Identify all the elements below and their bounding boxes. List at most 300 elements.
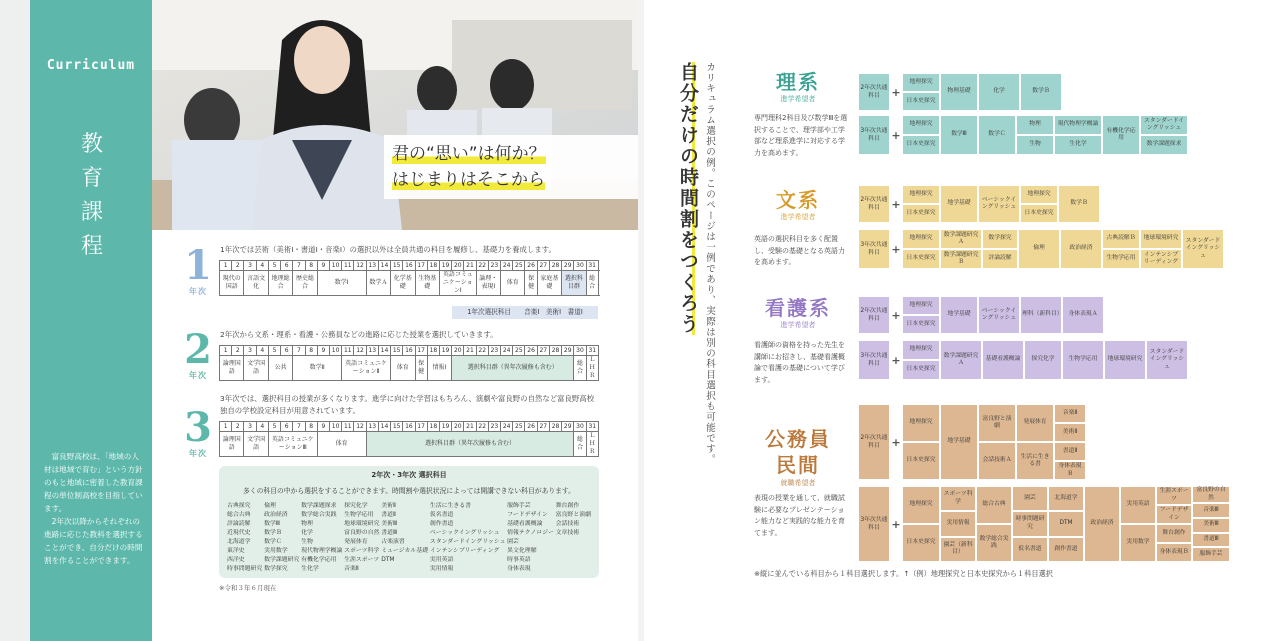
subject-cell: 数学総合実践 bbox=[977, 525, 1011, 561]
subject-cell: 美術Ⅱ bbox=[1055, 424, 1085, 441]
elective-item: 異文化理解 bbox=[507, 548, 537, 554]
period-number: 6 bbox=[281, 422, 293, 432]
elective-item bbox=[556, 547, 591, 556]
subject-cell: 生物学応用 bbox=[1063, 341, 1103, 379]
choice-group bbox=[1103, 230, 1139, 268]
elective-item: 生化学 bbox=[301, 566, 319, 572]
subject-cell: スタンダードイングリッシュ bbox=[1147, 341, 1187, 379]
subject-cell: 公共 bbox=[268, 356, 292, 381]
choice-group bbox=[1157, 487, 1191, 561]
elective-item: 身体表現 bbox=[507, 566, 531, 572]
choice-group bbox=[1021, 186, 1057, 222]
intro-paragraph-1: 富良野高校は、「地域の人材は地域で育む」という方針のもと地域に密着した教育課程の単位制高校を目指しています。 bbox=[44, 452, 143, 513]
period-number: 11 bbox=[342, 422, 354, 432]
elective-item: 評論読解 bbox=[227, 521, 251, 527]
subject-cell: 英語コミュニケーションⅠ bbox=[439, 271, 476, 296]
period-number: 5 bbox=[268, 346, 280, 356]
period-number: 9 bbox=[317, 261, 329, 271]
track-science-sub: 進学希望者 bbox=[780, 95, 816, 103]
grade-1-elective-chip: 1年次選択科目 音楽Ⅰ 美術Ⅰ 書道Ⅰ bbox=[452, 306, 598, 319]
track-employment-name: 公務員民間 bbox=[765, 427, 831, 477]
subject-cell: 総合 bbox=[574, 356, 586, 381]
elective-item: 北海道学 bbox=[227, 539, 251, 545]
elective-item: 美術Ⅱ bbox=[381, 503, 396, 509]
subject-cell: 地理探究 bbox=[903, 487, 939, 523]
elective-column bbox=[301, 502, 342, 574]
period-number: 23 bbox=[488, 261, 500, 271]
year-common-label: 2年次共通科目 bbox=[859, 74, 889, 110]
period-number: 24 bbox=[501, 346, 513, 356]
subject-cell: 実用数学 bbox=[1121, 525, 1155, 561]
elective-item: 仮名書道 bbox=[429, 512, 454, 518]
choice-group bbox=[1055, 116, 1101, 154]
choice-group bbox=[1121, 487, 1155, 561]
choice-group bbox=[1017, 116, 1053, 154]
period-number: 5 bbox=[268, 261, 280, 271]
grade-2-number: 2 bbox=[184, 326, 212, 373]
elective-heading: 2年次・3年次 選択科目 bbox=[371, 471, 447, 479]
subject-cell: 論理国語 bbox=[220, 432, 244, 457]
elective-item: 音楽Ⅱ bbox=[344, 566, 359, 572]
subject-cell: ベーシックイングリッシュ bbox=[979, 186, 1019, 222]
subject-cell: 言語文化 bbox=[244, 271, 268, 296]
subject-cell: 数学探究 bbox=[983, 230, 1017, 248]
plus-sign: + bbox=[891, 242, 901, 256]
period-number: 11 bbox=[342, 261, 354, 271]
elective-item bbox=[556, 556, 591, 565]
choice-group bbox=[1049, 487, 1083, 561]
elective-item: 数学探究 bbox=[264, 566, 288, 572]
subject-cell: 時事問題研究 bbox=[1013, 512, 1047, 535]
elective-column bbox=[344, 502, 379, 574]
elective-item: 基礎看護概論 bbox=[507, 521, 543, 527]
elective-item: ベーシックイングリッシュ bbox=[429, 530, 500, 536]
subject-cell: 選択科目群（異年次履修も含む） bbox=[366, 432, 574, 457]
catchphrase-box bbox=[384, 135, 638, 199]
elective-item: 実用英語 bbox=[429, 557, 454, 563]
subject-cell: 文学国語 bbox=[244, 356, 268, 381]
subject-cell: 日本史探究 bbox=[903, 93, 939, 110]
year-common-label: 3年次共通科目 bbox=[859, 116, 889, 154]
elective-item: 数学課題研究 bbox=[264, 557, 300, 563]
subject-cell: 地理探究 bbox=[903, 297, 939, 314]
subject-cell: スタンダードイングリッシュ bbox=[1183, 230, 1223, 268]
period-number: 8 bbox=[305, 346, 317, 356]
period-number: 16 bbox=[403, 261, 415, 271]
period-number: 28 bbox=[549, 422, 561, 432]
subject-cell: 数学課題研究Ａ bbox=[941, 230, 981, 248]
elective-column bbox=[264, 502, 299, 574]
elective-item: 時事問題研究 bbox=[227, 566, 263, 572]
subject-cell: 英語コミュニケーションⅢ bbox=[268, 432, 317, 457]
elective-item: 生涯スポーツ bbox=[344, 557, 380, 563]
subject-cell: 地理探究 bbox=[903, 116, 939, 134]
subject-cell: 政治経済 bbox=[1085, 487, 1119, 561]
left-footnote: ※令和３年６月現在 bbox=[219, 584, 277, 592]
period-number: 20 bbox=[452, 346, 464, 356]
choice-group bbox=[903, 74, 939, 110]
page-title: 教育課程 bbox=[80, 132, 103, 259]
year-common-label: 3年次共通科目 bbox=[859, 230, 889, 268]
subject-cell: 数学Ａ bbox=[366, 271, 390, 296]
subject-cell: 有機化学応用 bbox=[1103, 116, 1139, 154]
rika-r2-row bbox=[859, 74, 1061, 110]
subject-cell: 物理基礎 bbox=[941, 74, 977, 110]
track-humanities-sub: 進学希望者 bbox=[780, 213, 816, 221]
elective-item: 探究化学 bbox=[344, 503, 368, 509]
grade-3-number: 3 bbox=[184, 404, 212, 451]
intro-paragraph-2: 2年次以降からそれぞれの進路に応じた教科を選択することができ、自分だけの時間割を作ることができます。 bbox=[44, 517, 143, 565]
subject-cell: スタンダードイングリッシュ bbox=[1141, 116, 1187, 134]
subject-cell: 体育 bbox=[391, 356, 415, 381]
rika-r3-row bbox=[859, 116, 1187, 154]
subject-cell: 選択科目群（異年次履修も含む） bbox=[452, 356, 574, 381]
subject-cell: 仮名書道 bbox=[1013, 538, 1047, 561]
grade-1-marker bbox=[178, 242, 218, 297]
subject-cells bbox=[903, 341, 1187, 379]
elective-item: 東洋史 bbox=[227, 548, 245, 554]
period-number: 19 bbox=[439, 261, 451, 271]
elective-item: 倫理 bbox=[264, 503, 276, 509]
choice-group bbox=[903, 341, 939, 379]
period-number: 3 bbox=[244, 346, 256, 356]
period-number: 16 bbox=[403, 346, 415, 356]
elective-item: インテンシブリーディング bbox=[429, 548, 500, 554]
kou-r3-row bbox=[859, 487, 1229, 561]
elective-item: 書道Ⅱ bbox=[381, 512, 396, 518]
period-number: 22 bbox=[476, 346, 488, 356]
elective-item: 園芸 bbox=[507, 539, 519, 545]
subject-cell: 論理・表現Ⅰ bbox=[476, 271, 500, 296]
subject-cell: 美術Ⅲ bbox=[1193, 519, 1229, 532]
subject-cell: 地球環境研究 bbox=[1141, 230, 1181, 248]
year-common-label: 2年次共通科目 bbox=[859, 297, 889, 333]
elective-item: 古典探究 bbox=[227, 503, 251, 509]
period-number: 24 bbox=[501, 261, 513, 271]
elective-item: 会話技術 bbox=[555, 521, 580, 527]
subject-cell: 実用情報 bbox=[941, 512, 975, 535]
elective-item: 西洋史 bbox=[227, 557, 245, 563]
grade-3-marker bbox=[178, 404, 218, 459]
elective-item: フードデザイン bbox=[507, 512, 548, 518]
elective-item: 現代物理学概論 bbox=[301, 548, 343, 554]
elective-item: 近現代史 bbox=[227, 530, 251, 536]
subject-cell: 基礎看護概論 bbox=[983, 341, 1023, 379]
period-number: 18 bbox=[427, 261, 439, 271]
choice-group bbox=[1017, 405, 1053, 479]
period-number: 15 bbox=[391, 261, 403, 271]
plus-sign: + bbox=[891, 517, 901, 531]
subject-cell: 化学 bbox=[979, 74, 1019, 110]
elective-column bbox=[381, 502, 428, 574]
elective-item: 生物 bbox=[301, 539, 313, 545]
grade-1-description: 1年次では芸術（美術Ⅰ・書道Ⅰ・音楽Ⅰ）の選択以外は全員共通の科目を履修し、基礎力を養成します。 bbox=[220, 245, 556, 254]
elective-item: 美術Ⅲ bbox=[381, 521, 398, 527]
period-number: 18 bbox=[427, 422, 439, 432]
period-number: 7 bbox=[293, 422, 305, 432]
plus-sign: + bbox=[891, 85, 901, 99]
subject-cell: 英語コミュニケーションⅡ bbox=[342, 356, 391, 381]
subject-cell: 生活に生きる書 bbox=[1017, 443, 1053, 479]
year-common-label: 3年次共通科目 bbox=[859, 487, 889, 561]
choice-group bbox=[941, 487, 975, 561]
elective-item: スタンダードイングリッシュ bbox=[429, 539, 506, 545]
subject-cells bbox=[903, 230, 1223, 268]
subject-cell: 家庭基礎 bbox=[537, 271, 561, 296]
subject-cell: 創作書道 bbox=[1049, 538, 1083, 561]
track-nursing-desc: 看護師の資格を持った先生を講師にお招きし、基礎看護概論で看護の基礎について学びます。 bbox=[754, 341, 845, 384]
grade-3-timetable bbox=[219, 421, 599, 457]
choice-group bbox=[1193, 487, 1229, 561]
plus-sign: + bbox=[891, 197, 901, 211]
subject-cell: 理科（新科目） bbox=[1021, 297, 1061, 333]
subject-cell: 地理探究 bbox=[903, 405, 939, 441]
elective-item: 情報テクノロジー bbox=[507, 530, 554, 536]
subject-cell: 書道Ⅱ bbox=[1055, 443, 1085, 460]
vertical-headline: 自分だけの時間割をつくろう bbox=[677, 62, 699, 335]
period-number: 28 bbox=[549, 261, 561, 271]
elective-item: 数学Ⅲ bbox=[264, 521, 280, 527]
track-science-desc: 専門理科2科目及び数学Ⅲを選択することで、理学部や工学部など理系進学に対応する学力を高めます。 bbox=[754, 114, 848, 157]
period-number: 26 bbox=[525, 346, 537, 356]
subject-cell: スポーツ科学 bbox=[941, 487, 975, 510]
period-number: 6 bbox=[281, 346, 293, 356]
subject-cell: 日本史探究 bbox=[903, 525, 939, 561]
period-number: 28 bbox=[549, 346, 561, 356]
elective-item: 発展体育 bbox=[344, 539, 368, 545]
subject-cell: 服飾手芸 bbox=[1193, 548, 1229, 561]
subject-cell: 化学基礎 bbox=[391, 271, 415, 296]
period-number: 23 bbox=[488, 422, 500, 432]
period-number: 25 bbox=[513, 422, 525, 432]
period-number: 27 bbox=[537, 422, 549, 432]
period-number: 2 bbox=[232, 346, 244, 356]
subject-cell: 数学Ｂ bbox=[1059, 186, 1099, 222]
subject-cell: 地学基礎 bbox=[941, 297, 977, 333]
plus-sign: + bbox=[891, 308, 901, 322]
track-employment-title bbox=[738, 426, 858, 488]
subject-cell: 古典読解Ｂ bbox=[1103, 230, 1139, 248]
grade-3-description: 3年次では、選択科目の授業が多くなります。進学に向けた学習はもちろん、演劇や富良野の自然など富良野高校独自の学校設定科目が用意されています。 bbox=[220, 394, 595, 415]
elective-item: 服飾手芸 bbox=[507, 503, 531, 509]
period-number: 27 bbox=[537, 346, 549, 356]
catch-line-1: 君の“思い”は何か？ bbox=[392, 144, 546, 164]
subject-cell: ＬＨＲ bbox=[586, 432, 598, 457]
elective-item: 時事英語 bbox=[507, 557, 531, 563]
elective-item: 地球環境研究 bbox=[344, 521, 380, 527]
elective-box bbox=[219, 466, 599, 578]
intro-text bbox=[44, 450, 144, 567]
period-number: 9 bbox=[317, 422, 329, 432]
subject-cell: 日本史探究 bbox=[1021, 205, 1057, 222]
subject-cell: 園芸 bbox=[1013, 487, 1047, 510]
subject-cell: 舞台創作 bbox=[1157, 525, 1191, 542]
period-number: 19 bbox=[439, 422, 451, 432]
grade-3-label: 年次 bbox=[189, 449, 207, 458]
period-number: 16 bbox=[403, 422, 415, 432]
subject-cell: 歴史総合 bbox=[293, 271, 317, 296]
period-number: 4 bbox=[256, 346, 268, 356]
subject-cell: 音楽Ⅱ bbox=[1055, 405, 1085, 422]
subject-cell: フードデザイン bbox=[1157, 506, 1191, 523]
subject-cell: 身体表現Ｂ bbox=[1157, 544, 1191, 561]
subject-cell: 富良野と演劇 bbox=[979, 405, 1015, 441]
track-science-title bbox=[738, 70, 858, 104]
subject-cell: 総合古典 bbox=[977, 487, 1011, 523]
subject-cell: 生化学 bbox=[1055, 136, 1101, 154]
elective-column bbox=[227, 502, 262, 574]
plus-sign: + bbox=[891, 435, 901, 449]
elective-item: 総合古典 bbox=[227, 512, 251, 518]
period-number: 31 bbox=[586, 346, 598, 356]
elective-item: 生活に生きる書 bbox=[429, 503, 472, 509]
choice-group bbox=[941, 230, 981, 268]
subject-cell: 身体表現Ｂ bbox=[1055, 462, 1085, 479]
period-number: 18 bbox=[427, 346, 439, 356]
period-number: 13 bbox=[366, 422, 378, 432]
choice-group bbox=[903, 230, 939, 268]
subject-cell: 数学Ⅱ bbox=[293, 356, 342, 381]
subject-cell: ＬＨＲ bbox=[586, 356, 598, 381]
period-number: 27 bbox=[537, 261, 549, 271]
elective-item bbox=[556, 538, 591, 547]
subject-cell: 数学Ｃ bbox=[979, 116, 1015, 154]
elective-item: 生物学応用 bbox=[344, 512, 374, 518]
period-number: 26 bbox=[525, 422, 537, 432]
track-science-name: 理系 bbox=[776, 70, 820, 94]
subject-cell: 富良野の自然 bbox=[1193, 487, 1229, 502]
subject-cell: 保健 bbox=[525, 271, 537, 296]
elective-item: 文章技術 bbox=[555, 530, 580, 536]
elective-item bbox=[556, 565, 591, 574]
period-number: 10 bbox=[329, 422, 341, 432]
subject-cell: 日本史探究 bbox=[903, 250, 939, 268]
track-employment-sub: 就職希望者 bbox=[780, 479, 816, 487]
subject-cell: 総合 bbox=[574, 432, 586, 457]
page-gutter bbox=[638, 0, 644, 641]
period-number: 12 bbox=[354, 261, 366, 271]
track-nursing-sub: 進学希望者 bbox=[780, 321, 816, 329]
grade-2-timetable bbox=[219, 345, 599, 381]
track-humanities-name: 文系 bbox=[776, 188, 820, 212]
elective-item: DTM bbox=[381, 557, 395, 563]
elective-item: 富良野の自然 bbox=[344, 530, 380, 536]
kan-r3-row bbox=[859, 341, 1187, 379]
period-number: 13 bbox=[366, 261, 378, 271]
subject-cell: 現代の国語 bbox=[220, 271, 244, 296]
subject-cell: 地理探究 bbox=[1021, 186, 1057, 203]
subject-cell: 数学Ⅰ bbox=[317, 271, 366, 296]
grade-1-label: 年次 bbox=[189, 287, 207, 296]
subject-cell: 日本史探究 bbox=[903, 361, 939, 379]
period-number: 17 bbox=[415, 261, 427, 271]
choice-group bbox=[1141, 230, 1181, 268]
elective-item: 数学Ｃ bbox=[264, 539, 282, 545]
subject-cell: 地理探究 bbox=[903, 74, 939, 91]
elective-item: 創作書道 bbox=[429, 521, 454, 527]
elective-item: ミュージカル基礎 bbox=[381, 548, 429, 554]
subject-cell: 日本史探究 bbox=[903, 316, 939, 333]
elective-list bbox=[227, 502, 591, 574]
subject-cell: 文学国語 bbox=[244, 432, 268, 457]
subject-cell: 園芸（新科目） bbox=[941, 538, 975, 561]
subject-cell: 論理国語 bbox=[220, 356, 244, 381]
period-number: 30 bbox=[574, 422, 586, 432]
period-number: 17 bbox=[415, 422, 427, 432]
subject-cell: 選択科目群 bbox=[562, 271, 586, 296]
period-number: 20 bbox=[452, 422, 464, 432]
period-number: 7 bbox=[293, 346, 305, 356]
period-number: 3 bbox=[244, 261, 256, 271]
subject-cell: 数学課題研究Ａ bbox=[941, 341, 981, 379]
period-number: 7 bbox=[293, 261, 305, 271]
grade-2-description: 2年次から文系・理系・看護・公務員などの進路に応じた授業を選択していきます。 bbox=[220, 330, 498, 339]
period-number: 13 bbox=[366, 346, 378, 356]
choice-group bbox=[903, 297, 939, 333]
year-common-label: 2年次共通科目 bbox=[859, 405, 889, 479]
period-number: 3 bbox=[244, 422, 256, 432]
elective-item: 数学Ｂ bbox=[264, 530, 282, 536]
subject-cell: 生涯スポーツ bbox=[1157, 487, 1191, 504]
period-number: 20 bbox=[452, 261, 464, 271]
period-number: 31 bbox=[586, 261, 598, 271]
plus-sign: + bbox=[891, 353, 901, 367]
period-number: 29 bbox=[562, 346, 574, 356]
subject-cell: 生物学応用 bbox=[1103, 250, 1139, 268]
subject-cell: 発展体育 bbox=[1017, 405, 1053, 441]
grade-1-timetable bbox=[219, 260, 599, 296]
elective-item: 数学総合実践 bbox=[301, 512, 337, 518]
period-number: 10 bbox=[329, 261, 341, 271]
elective-item: 舞台創作 bbox=[555, 503, 580, 509]
subject-cell: 音楽Ⅲ bbox=[1193, 504, 1229, 517]
period-number: 31 bbox=[586, 422, 598, 432]
grade-2-label: 年次 bbox=[189, 371, 207, 380]
choice-group bbox=[1055, 405, 1085, 479]
subject-cell: DTM bbox=[1049, 512, 1083, 535]
subject-cell: 地理探究 bbox=[903, 341, 939, 359]
period-number: 21 bbox=[464, 422, 476, 432]
period-number: 21 bbox=[464, 261, 476, 271]
period-number: 30 bbox=[574, 346, 586, 356]
period-number: 29 bbox=[562, 422, 574, 432]
period-number: 10 bbox=[329, 346, 341, 356]
subject-cell: 体育 bbox=[501, 271, 525, 296]
period-number: 9 bbox=[317, 346, 329, 356]
period-number: 23 bbox=[488, 346, 500, 356]
subject-cells bbox=[903, 297, 1103, 333]
curriculum-label: Curriculum bbox=[46, 58, 136, 73]
elective-item: 数学課題探求 bbox=[301, 503, 337, 509]
subject-cell: 日本史探究 bbox=[903, 205, 939, 222]
period-number: 1 bbox=[220, 261, 232, 271]
period-number: 14 bbox=[378, 422, 390, 432]
catch-line-2: はじまりはそこから bbox=[392, 170, 545, 190]
subject-cell: 情報Ⅰ bbox=[427, 356, 451, 381]
subject-cell: 身体表現Ａ bbox=[1063, 297, 1103, 333]
period-number: 30 bbox=[574, 261, 586, 271]
elective-item: 政治経済 bbox=[264, 512, 288, 518]
period-number: 4 bbox=[256, 422, 268, 432]
period-number: 19 bbox=[439, 346, 451, 356]
subject-cell: 総合 bbox=[586, 271, 598, 296]
subject-cell: 実用英語 bbox=[1121, 487, 1155, 523]
track-employment-desc: 表現の授業を通して、就職試験に必要なプレゼンテーション能力など実践的な能力を育てます。 bbox=[754, 494, 845, 537]
subject-cell: 数学Ⅲ bbox=[941, 116, 977, 154]
period-number: 1 bbox=[220, 346, 232, 356]
subject-cell: 数学課題研究Ｂ bbox=[941, 250, 981, 268]
right-footnote: ※縦に並んでいる科目から１科目選択します。↑（例）地理探究と日本史探究から１科目選択 bbox=[754, 569, 1053, 578]
